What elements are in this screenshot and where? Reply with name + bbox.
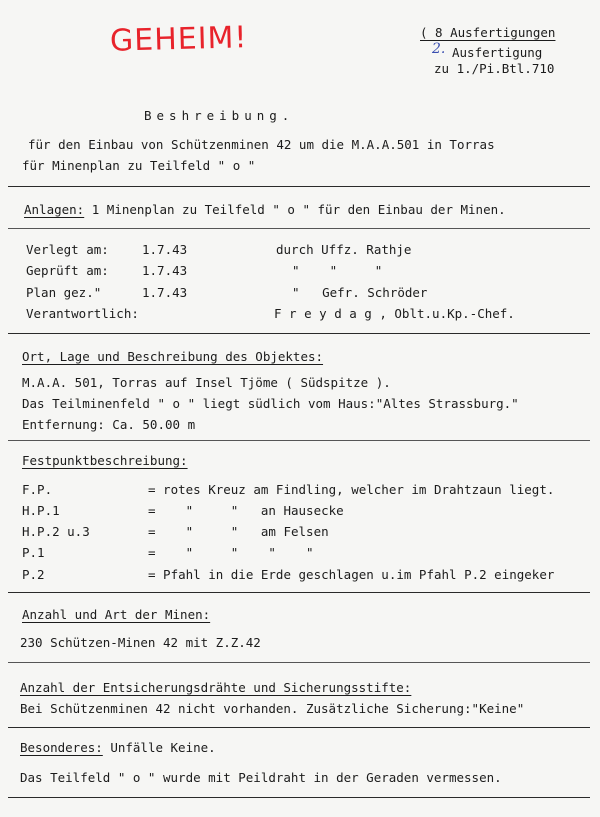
festpunkt-value: = " " an Hausecke [148, 503, 344, 518]
record-label: Plan gez." [26, 285, 102, 300]
intro-line-1: für den Einbau von Schützenminen 42 um die M.A.A.501 in Torras [28, 137, 495, 152]
festpunkt-value: = Pfahl in die Erde geschlagen u.im Pfahl P.2 eingeker [148, 567, 555, 582]
festpunkt-key: P.1 [22, 545, 45, 560]
anzahl-text: 230 Schützen-Minen 42 mit Z.Z.42 [20, 635, 261, 650]
entsicherung-text: Bei Schützenminen 42 nicht vorhanden. Zusätzliche Sicherung:"Keine" [20, 701, 525, 716]
ort-heading: Ort, Lage und Beschreibung des Objektes: [22, 349, 324, 364]
record-by: " " " [292, 263, 383, 278]
divider [8, 797, 590, 798]
divider [8, 727, 590, 728]
festpunkt-key: F.P. [22, 482, 53, 497]
entsicherung-heading: Anzahl der Entsicherungsdrähte und Sicherungsstifte: [20, 680, 412, 695]
handwritten-copy-number: 2. [432, 41, 446, 57]
divider [8, 440, 590, 441]
besonderes-line-2: Das Teilfeld " o " wurde mit Peildraht in der Geraden vermessen. [20, 770, 502, 785]
record-date: 1.7.43 [142, 263, 188, 278]
festpunkt-value: = " " am Felsen [148, 524, 329, 539]
record-date: 1.7.43 [142, 242, 188, 257]
anlagen-label: Anlagen: [24, 202, 85, 217]
copy-recipient: zu 1./Pi.Btl.710 [434, 61, 555, 76]
festpunkt-heading: Festpunktbeschreibung: [22, 453, 188, 468]
festpunkt-value: = rotes Kreuz am Findling, welcher im Drahtzaun liegt. [148, 482, 555, 497]
record-by: durch Uffz. Rathje [276, 242, 412, 257]
record-label: Geprüft am: [26, 263, 109, 278]
intro-line-2: für Minenplan zu Teilfeld " o " [22, 158, 256, 173]
ort-line: Entfernung: Ca. 50.00 m [22, 417, 196, 432]
record-date: 1.7.43 [142, 285, 188, 300]
anlagen-line [24, 203, 506, 217]
besonderes-line [20, 741, 216, 755]
anzahl-heading: Anzahl und Art der Minen: [22, 607, 211, 622]
divider [8, 592, 590, 593]
festpunkt-key: P.2 [22, 567, 45, 582]
ort-line: Das Teilminenfeld " o " liegt südlich vom Haus:"Altes Strassburg." [22, 396, 519, 411]
secret-stamp: GEHEIM! [109, 20, 248, 59]
record-label: Verlegt am: [26, 242, 109, 257]
document-heading: Beshreibung. [144, 108, 295, 123]
divider [8, 186, 590, 187]
copies-count: ( 8 Ausfertigungen [420, 25, 556, 40]
besonderes-label: Besonderes: [20, 740, 103, 755]
festpunkt-key: H.P.2 u.3 [22, 524, 90, 539]
festpunkt-value: = " " " " [148, 545, 314, 560]
record-label: Verantwortlich: [26, 306, 139, 321]
divider [8, 228, 590, 229]
ort-line: M.A.A. 501, Torras auf Insel Tjöme ( Südspitze ). [22, 375, 391, 390]
copy-label: Ausfertigung [452, 45, 543, 60]
record-by: " Gefr. Schröder [292, 285, 428, 300]
record-by: F r e y d a g , Oblt.u.Kp.-Chef. [274, 306, 515, 321]
anlagen-text: 1 Minenplan zu Teilfeld " o " für den Einbau der Minen. [84, 202, 506, 217]
divider [8, 662, 590, 663]
festpunkt-key: H.P.1 [22, 503, 60, 518]
divider [8, 333, 590, 334]
besonderes-text: Unfälle Keine. [102, 740, 216, 755]
